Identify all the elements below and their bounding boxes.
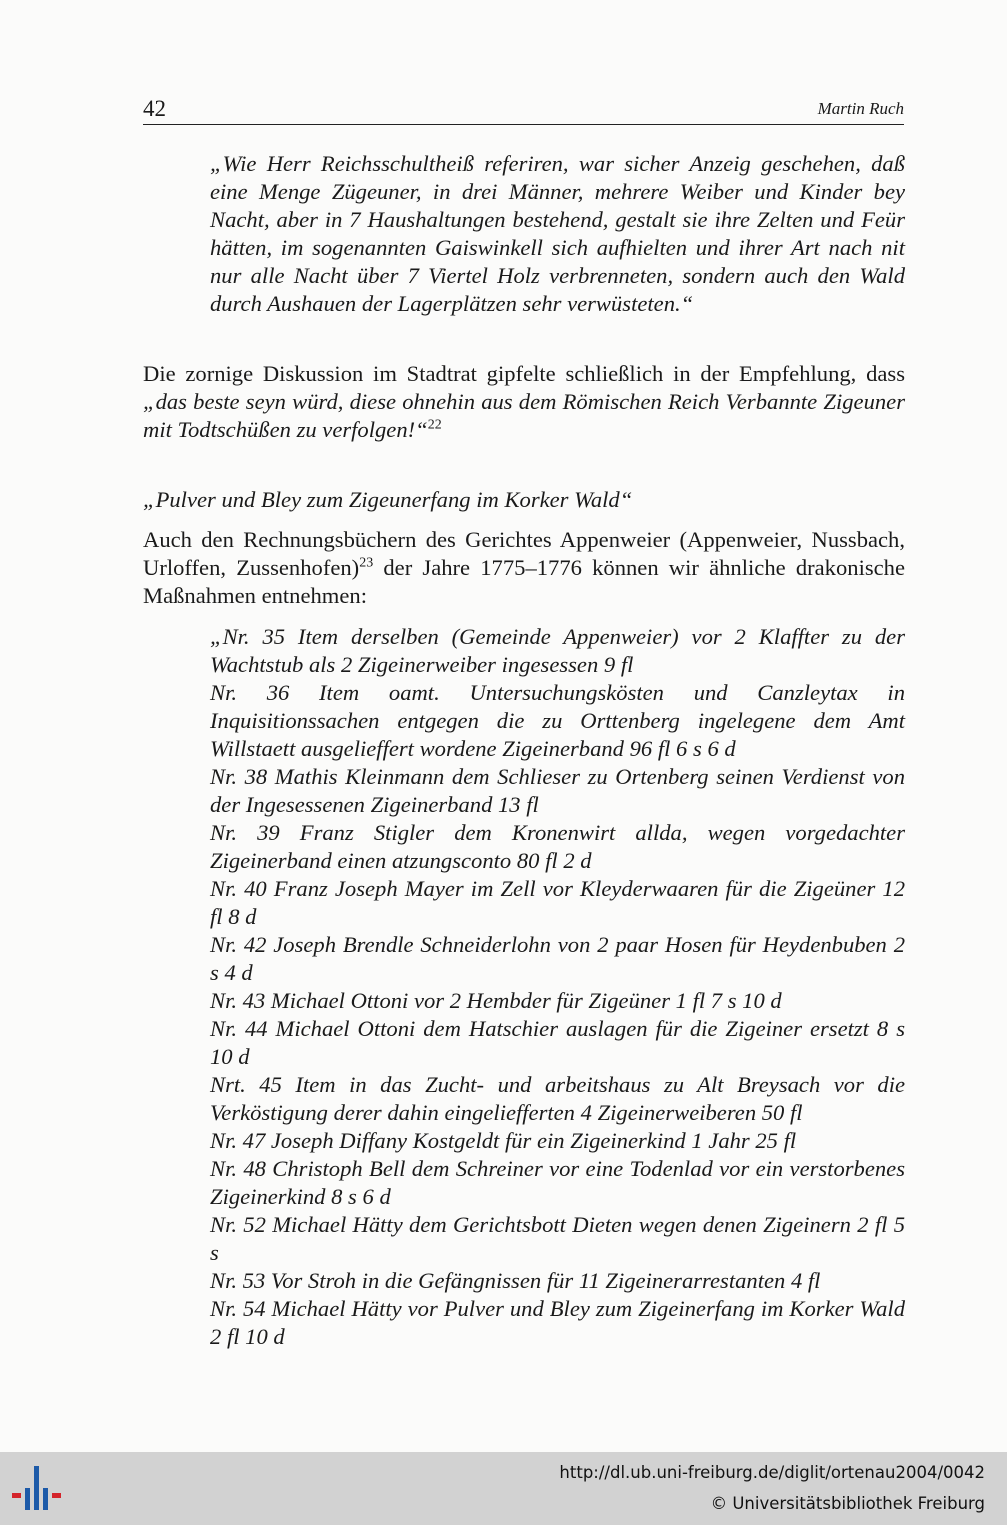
quote-block-1 xyxy=(210,150,905,318)
library-footer xyxy=(0,1452,1007,1525)
page-number: 42 xyxy=(143,96,166,121)
paragraph-text: Die zornige Diskussion im Stadtrat gipfelte schließlich in der Empfehlung, dass xyxy=(143,361,905,386)
entry-item: Nr. 43 Michael Ottoni vor 2 Hembder für Zigeüner 1 fl 7 s 10 d xyxy=(210,988,782,1013)
page-header xyxy=(143,96,904,125)
paragraph-accounts xyxy=(143,526,905,610)
footnote-ref-22: 22 xyxy=(427,417,442,433)
entry-item: Nr. 40 Franz Joseph Mayer im Zell vor Kleyderwaaren für die Zigeüner 12 fl 8 d xyxy=(210,876,905,929)
entry-item: Nr. 42 Joseph Brendle Schneiderlohn von 2 paar Hosen für Heydenbuben 2 s 4 d xyxy=(210,932,905,985)
account-entries xyxy=(210,623,905,1351)
entry-item: Nrt. 45 Item in das Zucht- und arbeitshaus zu Alt Breysach vor die Verköstigung derer dahin eingeliefferten 4 Zigeinerweiberen 50 fl xyxy=(210,1072,905,1125)
paragraph-text-b: der Jahre 1775–1776 können wir ähnliche drakonische Maßnahmen entnehmen: xyxy=(143,555,905,608)
entry-item: Nr. 54 Michael Hätty vor Pulver und Bley zum Zigeinerfang im Korker Wald 2 fl 10 d xyxy=(210,1296,905,1349)
permalink-url[interactable]: http://dl.ub.uni-freiburg.de/diglit/ortenau2004/0042 xyxy=(559,1463,985,1482)
entry-item: Nr. 38 Mathis Kleinmann dem Schlieser zu Ortenberg seinen Verdienst von der Ingesessenen Zigeinerband 13 fl xyxy=(210,764,905,817)
entry-item: Nr. 36 Item oamt. Untersuchungskösten und Canzleytax in Inquisitionssachen entgegen die zu Orttenberg ingelegene dem Amt Willstaett ausgelieffert wordene Zigeinerband 96 fl 6 s 6 d xyxy=(210,680,905,761)
paragraph-text-a: Auch den Rechnungsbüchern des Gerichtes Appenweier (Appenweier, Nussbach, Urloffen, Zussenhofen) xyxy=(143,527,905,580)
paragraph-discussion xyxy=(143,360,905,444)
entry-item: Nr. 47 Joseph Diffany Kostgeldt für ein Zigeinerkind 1 Jahr 25 fl xyxy=(210,1128,797,1153)
entry-item: Nr. 53 Vor Stroh in die Gefängnissen für 11 Zigeinerarrestanten 4 fl xyxy=(210,1268,821,1293)
quoted-recommendation: „das beste seyn würd, diese ohnehin aus dem Römischen Reich Verbannte Zigeuner mit Todtschüßen zu verfolgen!“ xyxy=(143,389,905,442)
entry-item: „Nr. 35 Item derselben (Gemeinde Appenweier) vor 2 Klaffter zu der Wachtstub als 2 Zigeinerweiber ingesessen 9 fl xyxy=(210,624,905,677)
copyright-notice: © Universitätsbibliothek Freiburg xyxy=(710,1494,985,1513)
running-author: Martin Ruch xyxy=(817,99,904,118)
entry-item: Nr. 52 Michael Hätty dem Gerichtsbott Dieten wegen denen Zigeinern 2 fl 5 s xyxy=(210,1212,905,1265)
entry-item: Nr. 48 Christoph Bell dem Schreiner vor eine Todenlad vor ein verstorbenes Zigeinerkind 8 s 6 d xyxy=(210,1156,905,1209)
section-heading: „Pulver und Bley zum Zigeunerfang im Korker Wald“ xyxy=(143,487,633,512)
entry-item: Nr. 39 Franz Stigler dem Kronenwirt allda, wegen vorgedachter Zigeinerband einen atzungsconto 80 fl 2 d xyxy=(210,820,905,873)
quote-paragraph: „Wie Herr Reichsschultheiß referiren, war sicher Anzeig geschehen, daß eine Menge Zügeuner, in drei Männer, mehrere Weiber und Kinder bey Nacht, aber in 7 Haushaltungen bestehend, gestalt sie ihre Zelten und Feür hätten, im sogenannten Gaiswinkell sich aufhielten und ihrer Art nach nit nur alle Nacht über 7 Viertel Holz verbrenneten, sondern auch den Wald durch Aushauen der Lagerplätzen sehr verwüsteten.“ xyxy=(210,151,905,316)
library-logo-icon xyxy=(12,1466,64,1510)
entry-item: Nr. 44 Michael Ottoni dem Hatschier auslagen für die Zigeiner ersetzt 8 s 10 d xyxy=(210,1016,905,1069)
footnote-ref-23: 23 xyxy=(359,555,374,571)
